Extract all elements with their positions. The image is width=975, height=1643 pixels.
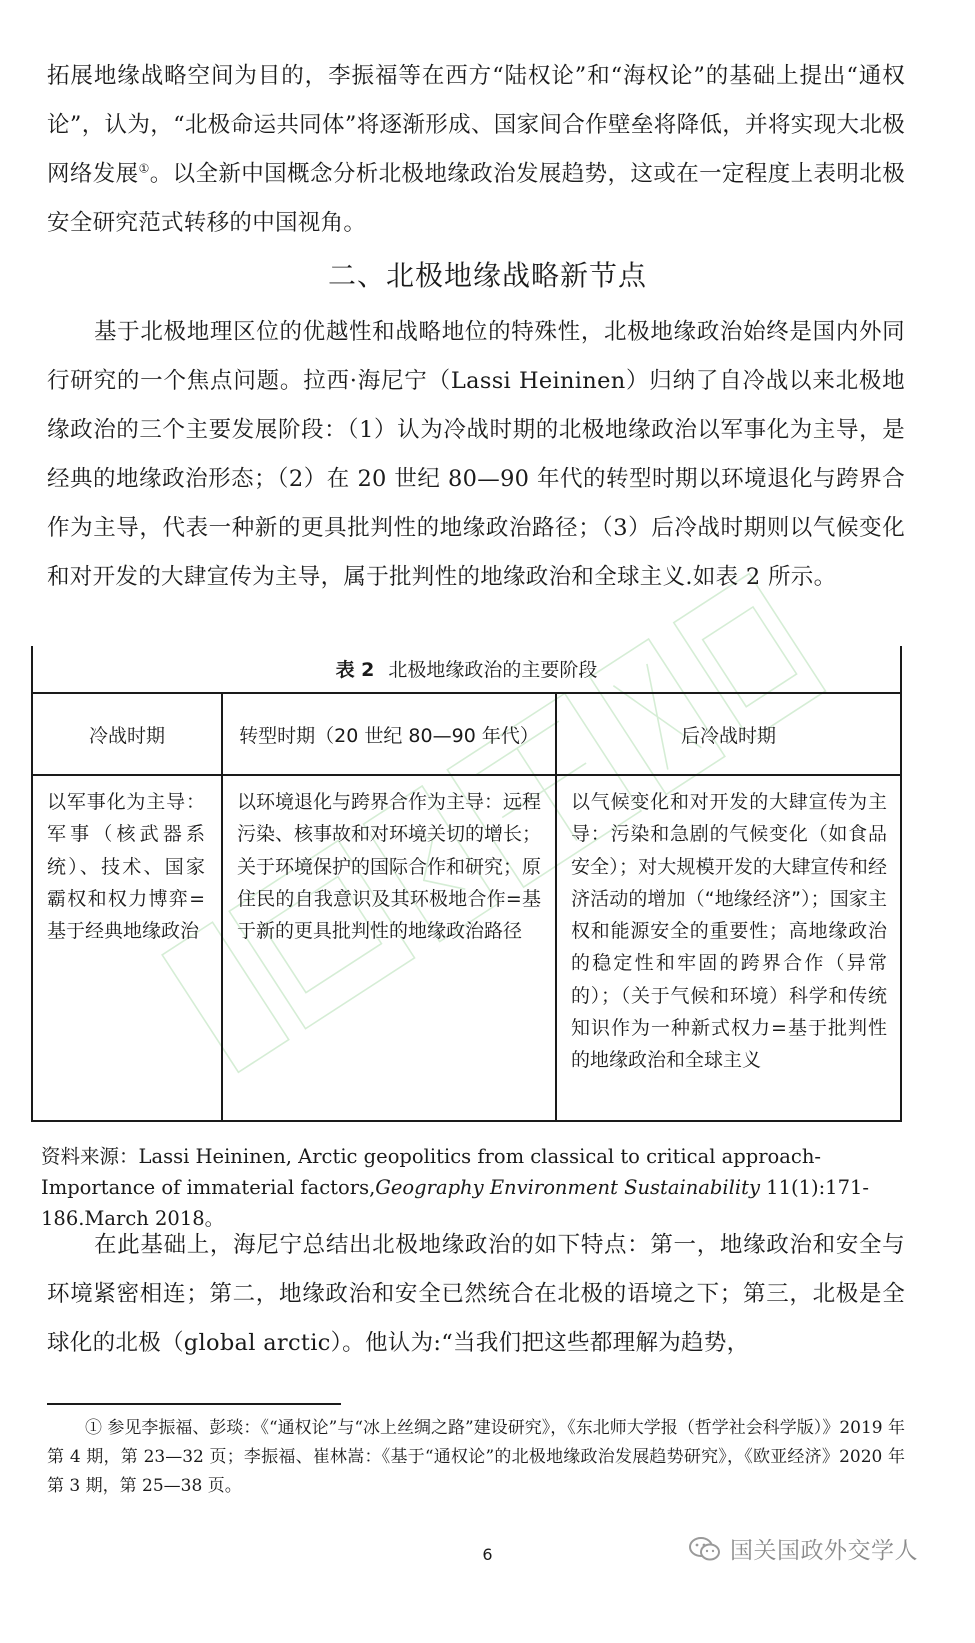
intro-text-before-ref: 拓展地缘战略空间为目的，李振福等在西方“陆权论”和“海权论”的基础上提出“通权论”，认为，“北极命运共同体”将逐渐形成、国家间合作壁垒将降低，并将实现大北极网络发展 <box>47 63 905 187</box>
table-caption-number: 表 2 <box>335 659 375 681</box>
table-header-cell: 冷战时期 <box>88 724 165 747</box>
table-cell: 以气候变化和对开发的大肆宣传为主导：污染和急剧的气候变化（如食品安全）；对大规模开发的大肆宣传和经济活动的增加（“地缘经济”）；国家主权和能源安全的重要性；高地缘政治的稳定性和牢固的跨界合作（异常的）；（关于气候和环境）科学和传统知识作为一种新式权力=基于批判性的地缘政治和全球主义 <box>571 791 887 1072</box>
footnote-separator <box>47 1403 341 1405</box>
table-header-cell: 转型时期（20 世纪 80—90 年代） <box>239 724 539 747</box>
footnote: ① 参见李振福、彭琰：《“通权论”与“冰上丝绸之路”建设研究》，《东北师大学报（哲学社会科学版）》2019 年第 4 期，第 23—32 页；李振福、崔林嵩：《基于“通权论”的北极地缘政治发展趋势研究》，《欧亚经济》2020 年第 3 期，第 25—38 页。 <box>47 1418 905 1496</box>
table-cell: 以环境退化与跨界合作为主导：远程污染、核事故和对环境关切的增长；关于环境保护的国际合作和研究；原住民的自我意识及其环极地合作=基于新的更具批判性的地缘政治路径 <box>237 791 542 943</box>
brand-name: 国关国政外交学人 <box>730 1538 918 1564</box>
source-journal: Geography Environment Sustainability <box>375 1176 760 1199</box>
table-header-cell: 后冷战时期 <box>680 724 776 747</box>
footnote-reference-mark[interactable]: ① <box>138 161 150 176</box>
table-caption <box>31 656 902 684</box>
section-title: 二、北极地缘战略新节点 <box>327 259 647 292</box>
source-suffix: 11(1):171-186.March 2018。 <box>41 1176 869 1230</box>
body-paragraph: 在此基础上，海尼宁总结出北极地缘政治的如下特点：第一，地缘政治和安全与环境紧密相连；第二，地缘政治和安全已然统合在北极的语境之下；第三，北极是全球化的北极（global arctic）。他认为:“当我们把这些都理解为趋势， <box>47 1232 905 1356</box>
wechat-icon <box>688 1535 722 1563</box>
table-bottom-rule <box>31 1120 902 1122</box>
intro-text-after-ref: 。以全新中国概念分析北极地缘政治发展趋势，这或在一定程度上表明北极安全研究范式转移的中国视角。 <box>47 161 905 236</box>
table-header-rule <box>31 774 902 776</box>
table-caption-title: 北极地缘政治的主要阶段 <box>388 659 598 681</box>
brand-watermark <box>688 1532 918 1565</box>
body-paragraph: 基于北极地理区位的优越性和战略地位的特殊性，北极地缘政治始终是国内外同行研究的一个焦点问题。拉西·海尼宁（Lassi Heininen）归纳了自冷战以来北极地缘政治的三个主要发展阶段：（1）认为冷战时期的北极地缘政治以军事化为主导，是经典的地缘政治形态；（2）在 20 世纪 80—90 年代的转型时期以环境退化与跨界合作为主导，代表一种新的更具批判性的地缘政治路径；（3）后冷战时期则以气候变化和对开发的大肆宣传为主导，属于批判性的地缘政治和全球主义.如表 2 所示。 <box>47 319 905 590</box>
table-right-border <box>900 646 902 1122</box>
intro-paragraph <box>47 52 905 248</box>
source-prefix: 资料来源：Lassi Heininen, Arctic geopolitics from classical to critical approach-Importance of immaterial factors, <box>41 1145 821 1199</box>
data-table <box>31 646 902 1122</box>
page-number: 6 <box>482 1545 493 1564</box>
table-cell: 以军事化为主导：军事（核武器系统）、技术、国家霸权和权力博弈=基于经典地缘政治 <box>47 791 205 943</box>
